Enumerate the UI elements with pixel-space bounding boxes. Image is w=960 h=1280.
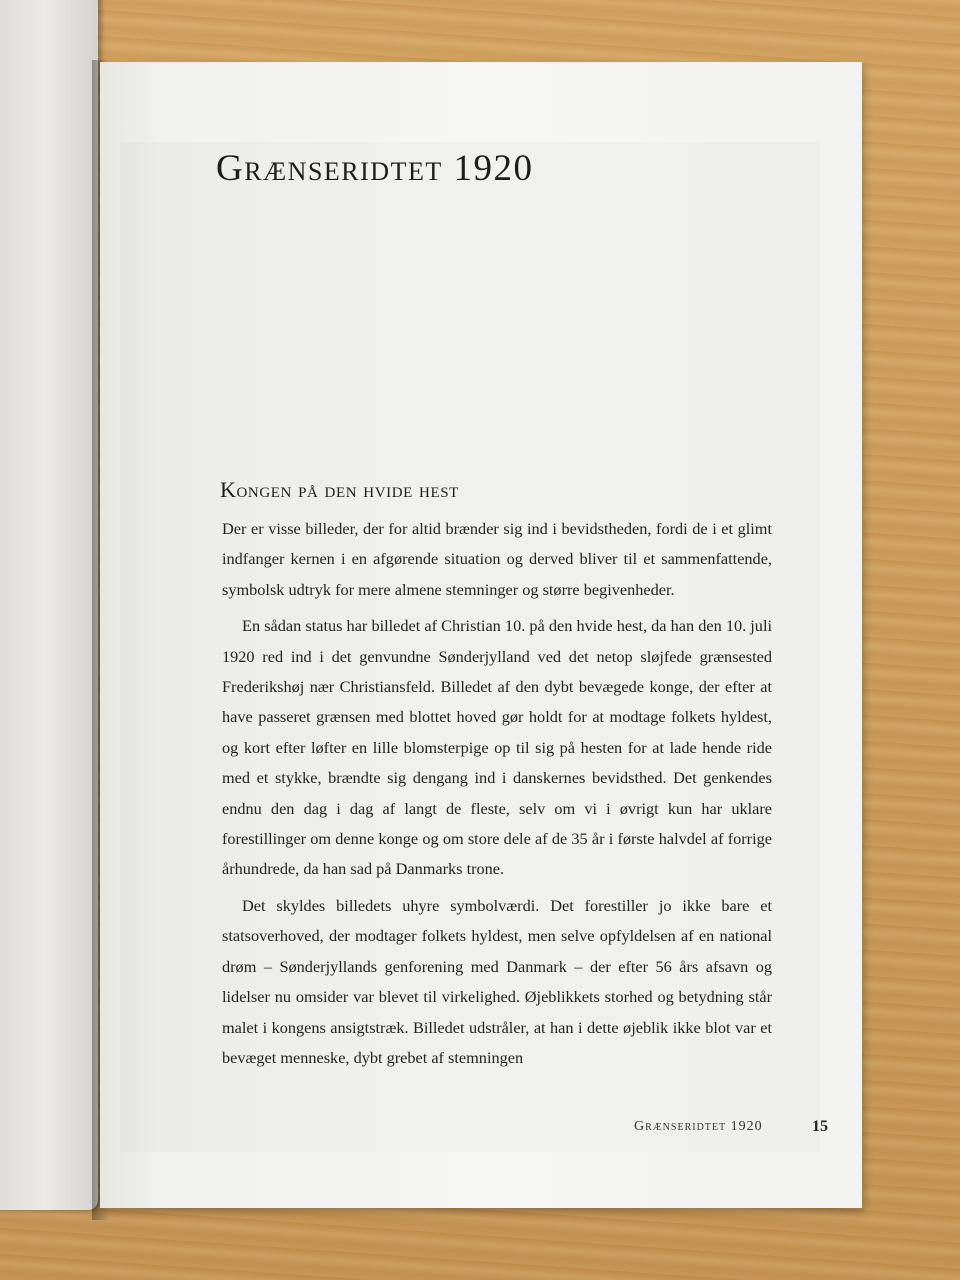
chapter-title: Grænseridtet 1920 xyxy=(216,148,534,189)
facing-page-edge xyxy=(0,0,98,1210)
book-page xyxy=(100,62,862,1208)
page-number: 15 xyxy=(812,1118,828,1135)
paragraph: En sådan status har billedet af Christian 10. på den hvide hest, da han den 10. juli 1920 red ind i det genvundne Sønderjylland ved det netop sløjfede grænsested Frederikshøj nær Christiansfeld. Billedet af den dybt bevægede konge, der efter at have passeret grænsen med blottet hoved gør holdt for at modtage folkets hyldest, og kort efter løfter en lille blomsterpige op til sig på hesten for at lade hende ride med et stykke, brændte sig dengang ind i danskernes bevidsthed. Det genkendes endnu den dag i dag af langt de fleste, selv om vi i øvrigt kun har uklare forestillinger om denne konge og om store dele af de 35 år i første halvdel af forrige århundrede, da han sad på Danmarks trone. xyxy=(222,616,772,879)
section-heading: Kongen på den hvide hest xyxy=(220,477,459,502)
paragraph: Der er visse billeder, der for altid brænder sig ind i bevidstheden, fordi de i et glimt indfanger kernen i en afgørende situation og derved bliver til et sammenfattende, symbolsk udtryk for mere almene stemninger og større begivenheder. xyxy=(222,519,772,599)
running-head: Grænseridtet 1920 xyxy=(634,1119,763,1134)
body-text xyxy=(222,514,772,1079)
paragraph: Det skyldes billedets uhyre symbolværdi. Det forestiller jo ikke bare et statsoverhoved, der modtager folkets hyldest, men selve opfyldelsen af en national drøm – Sønderjyllands genforening med Danmark – der efter 56 års afsavn og lidelser nu omsider var blevet til virkelighed. Øjeblikkets storhed og betydning står malet i kongens ansigtstræk. Billedet udstråler, at han i dette øjeblik ikke blot var et bevæget menneske, dybt grebet af stemningen xyxy=(222,895,772,1067)
